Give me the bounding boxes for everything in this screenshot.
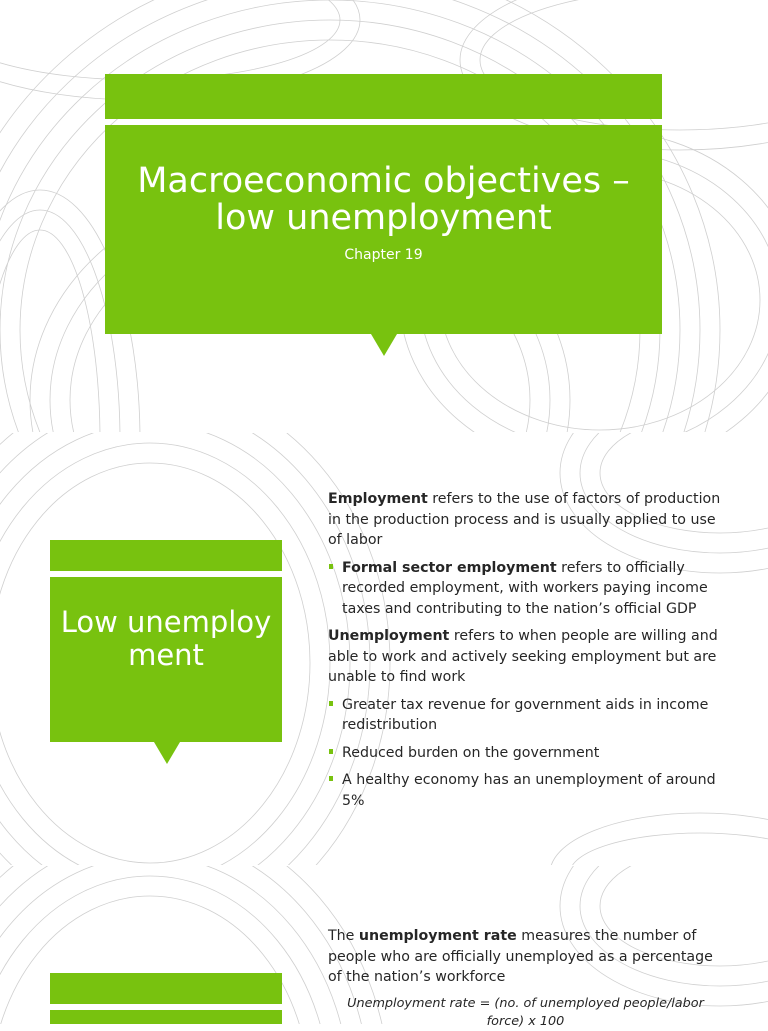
unemployment-rate-term: unemployment rate	[358, 928, 517, 944]
title-accent-bar	[50, 540, 282, 571]
unemployment-rate-definition: measures the number of people who are officially unemployed as a percentage of the nation’s workforce	[328, 928, 713, 985]
title-box-pointer	[371, 334, 397, 356]
slide-2-body	[328, 489, 723, 811]
title-box	[50, 1010, 282, 1024]
unemployment-rate-formula: Unemployment rate = (no. of unemployed people/labor force) x 100	[347, 996, 704, 1029]
list-item: A healthy economy has an unemployment of around 5%	[328, 770, 723, 811]
title-accent-bar	[105, 74, 662, 119]
title-accent-bar	[50, 973, 282, 1004]
title-box-pointer	[154, 742, 180, 764]
slide-3-body	[328, 926, 723, 988]
list-item	[328, 558, 723, 620]
list-item: Reduced burden on the government	[328, 743, 723, 764]
section-title: Low unemployment	[60, 605, 272, 672]
formal-sector-definition: refers to officially recorded employment, with workers paying income taxes and contributing to the nation’s official GDP	[342, 559, 708, 617]
formal-sector-term: Formal sector employment	[342, 559, 557, 576]
slide-title	[105, 163, 662, 237]
list-item: Greater tax revenue for government aids in income redistribution	[328, 695, 723, 736]
slide-title-line-2: low unemployment	[215, 198, 552, 238]
slide-1	[0, 0, 768, 432]
rate-intro: The	[328, 928, 359, 944]
unemployment-term: Unemployment	[328, 628, 450, 644]
unemployment-definition: refers to when people are willing and able to work and actively seeking employment but are unable to find work	[328, 628, 718, 685]
employment-definition: refers to the use of factors of production in the production process and is usually applied to use of labor	[328, 491, 721, 548]
slide-subtitle: Chapter 19	[344, 247, 423, 263]
slide-title-line-1: Macroeconomic objectives –	[137, 161, 630, 201]
employment-term: Employment	[328, 491, 428, 507]
